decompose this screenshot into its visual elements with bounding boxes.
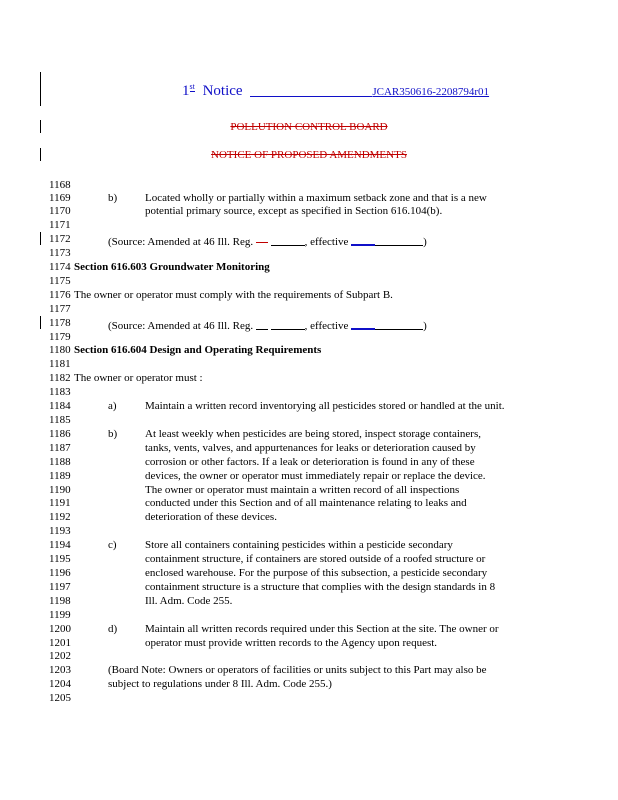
- text-line: [0, 219, 618, 232]
- line-text: tanks, vents, valves, and appurtenances for leaks or deterioration caused by: [145, 442, 476, 454]
- line-number: 1168: [49, 179, 71, 191]
- text-line: [0, 344, 618, 357]
- text-line: [0, 414, 618, 427]
- subsection-label: a): [108, 400, 117, 412]
- document-id: JCAR350616-2208794r01: [372, 86, 490, 98]
- text-line: [0, 247, 618, 260]
- subsection-label: b): [108, 428, 118, 440]
- revision-bar: [40, 72, 41, 106]
- text-line: [0, 623, 618, 636]
- register-blank: [271, 318, 305, 330]
- register-blank: [271, 234, 305, 246]
- text-line: [0, 205, 618, 218]
- text-line: [0, 275, 618, 288]
- line-number: 1169: [49, 192, 71, 204]
- line-text: The owner or operator must comply with the requirements of Subpart B.: [74, 289, 393, 301]
- text-line: [0, 317, 618, 330]
- line-text: The owner or operator must maintain a written record of all inspections: [145, 484, 460, 496]
- line-text: containment structure, if containers are stored outside of a roofed structure or: [145, 553, 486, 565]
- text-line: [0, 372, 618, 385]
- line-text: potential primary source, except as specified in Section 616.104(b).: [145, 205, 443, 217]
- effective-date-blank: [375, 234, 423, 246]
- text-line: [0, 609, 618, 622]
- line-number: 1205: [49, 692, 71, 704]
- insertion-mark: [351, 233, 375, 246]
- text-line: [0, 192, 618, 205]
- line-number: 1187: [49, 442, 71, 454]
- text-line: [0, 428, 618, 441]
- line-number: 1193: [49, 525, 71, 537]
- source-text: (Source: Amended at 46 Ill. Reg.: [108, 236, 254, 248]
- line-text: Maintain a written record inventorying all pesticides stored or handled at the unit.: [145, 400, 505, 412]
- text-line: [0, 179, 618, 192]
- line-number: 1189: [49, 470, 71, 482]
- text-line: [0, 595, 618, 608]
- insertion-mark: [351, 317, 375, 330]
- text-line: [0, 261, 618, 274]
- line-number: 1183: [49, 386, 71, 398]
- document-header: [182, 82, 489, 100]
- line-number: 1175: [49, 275, 71, 287]
- line-number: 1192: [49, 511, 71, 523]
- text-line: [0, 567, 618, 580]
- text-line: [0, 470, 618, 483]
- line-text: operator must provide written records to the Agency upon request.: [145, 637, 438, 649]
- text-line: [0, 289, 618, 302]
- line-number: 1182: [49, 372, 71, 384]
- line-text: The owner or operator must :: [74, 372, 203, 384]
- text-line: [0, 331, 618, 344]
- text-line: [0, 456, 618, 469]
- subsection-label: c): [108, 539, 117, 551]
- notice-number: 1: [182, 83, 190, 99]
- notice-heading: NOTICE OF PROPOSED AMENDMENTS: [211, 149, 407, 161]
- text-line: [0, 692, 618, 705]
- line-number: 1198: [49, 595, 71, 607]
- text-line: [0, 303, 618, 316]
- text-line: [0, 525, 618, 538]
- text-line: [0, 553, 618, 566]
- line-number: 1197: [49, 581, 71, 593]
- text-line: [0, 442, 618, 455]
- board-note: (Board Note: Owners or operators of facilities or units subject to this Part may also be: [108, 664, 487, 676]
- line-text: corrosion or other factors. If a leak or deterioration is found in any of these: [145, 456, 475, 468]
- line-text: Ill. Adm. Code 255.: [145, 595, 233, 607]
- line-number: 1186: [49, 428, 71, 440]
- text-line: [0, 484, 618, 497]
- text-line: [0, 637, 618, 650]
- line-number: 1196: [49, 567, 71, 579]
- effective-text: , effective: [304, 236, 349, 248]
- line-number: 1188: [49, 456, 71, 468]
- line-number: 1195: [49, 553, 71, 565]
- line-number: 1204: [49, 678, 71, 690]
- line-number: 1170: [49, 205, 71, 217]
- line-number: 1181: [49, 358, 71, 370]
- text-line: [0, 400, 618, 413]
- effective-date-blank: [375, 318, 423, 330]
- notice-title: Notice: [202, 83, 243, 99]
- line-text: conducted under this Section and of all maintenance relating to leaks and: [145, 497, 467, 509]
- line-text: Maintain all written records required under this Section at the site. The owner or: [145, 623, 499, 635]
- line-text: containment structure is a structure that complies with the design standards in 8: [145, 581, 496, 593]
- line-text: enclosed warehouse. For the purpose of this subsection, a pesticide secondary: [145, 567, 488, 579]
- section-heading: Section 616.604 Design and Operating Requirements: [74, 344, 322, 356]
- close-paren: ): [423, 236, 427, 248]
- text-line: [0, 358, 618, 371]
- line-number: 1190: [49, 484, 71, 496]
- text-line: [0, 511, 618, 524]
- line-number: 1174: [49, 261, 71, 273]
- line-number: 1177: [49, 303, 71, 315]
- effective-text: , effective: [304, 320, 349, 332]
- insertion-mark: [256, 236, 268, 243]
- register-blank: [256, 318, 268, 330]
- line-number: 1194: [49, 539, 71, 551]
- line-text: deterioration of these devices.: [145, 511, 277, 523]
- line-number: 1191: [49, 497, 71, 509]
- line-number: 1178: [49, 317, 71, 329]
- text-line: [0, 539, 618, 552]
- line-number: 1176: [49, 289, 71, 301]
- source-text: (Source: Amended at 46 Ill. Reg.: [108, 320, 254, 332]
- line-number: 1185: [49, 414, 71, 426]
- notice-number-suffix: st: [189, 82, 195, 91]
- board-note: subject to regulations under 8 Ill. Adm. Code 255.): [108, 678, 332, 690]
- line-number: 1179: [49, 331, 71, 343]
- line-number: 1171: [49, 219, 71, 231]
- line-text: Located wholly or partially within a maximum setback zone and that is a new: [145, 192, 487, 204]
- line-number: 1172: [49, 233, 71, 245]
- close-paren: ): [423, 320, 427, 332]
- subsection-label: b): [108, 192, 118, 204]
- subsection-label: d): [108, 623, 118, 635]
- line-text: At least weekly when pesticides are being stored, inspect storage containers,: [145, 428, 481, 440]
- text-line: [0, 497, 618, 510]
- line-number: 1203: [49, 664, 71, 676]
- header-rule: [250, 82, 372, 97]
- line-number: 1202: [49, 650, 71, 662]
- section-heading: Section 616.603 Groundwater Monitoring: [74, 261, 270, 273]
- text-line: [0, 678, 618, 691]
- text-line: [0, 386, 618, 399]
- line-text: Store all containers containing pesticides within a pesticide secondary: [145, 539, 453, 551]
- agency-name: POLLUTION CONTROL BOARD: [230, 121, 388, 133]
- text-line: [0, 650, 618, 663]
- line-number: 1201: [49, 637, 71, 649]
- line-text: devices, the owner or operator must immediately repair or replace the device.: [145, 470, 486, 482]
- text-line: [0, 664, 618, 677]
- line-number: 1199: [49, 609, 71, 621]
- line-number: 1173: [49, 247, 71, 259]
- text-line: [0, 233, 618, 246]
- line-number: 1180: [49, 344, 71, 356]
- text-line: [0, 581, 618, 594]
- line-number: 1184: [49, 400, 71, 412]
- line-number: 1200: [49, 623, 71, 635]
